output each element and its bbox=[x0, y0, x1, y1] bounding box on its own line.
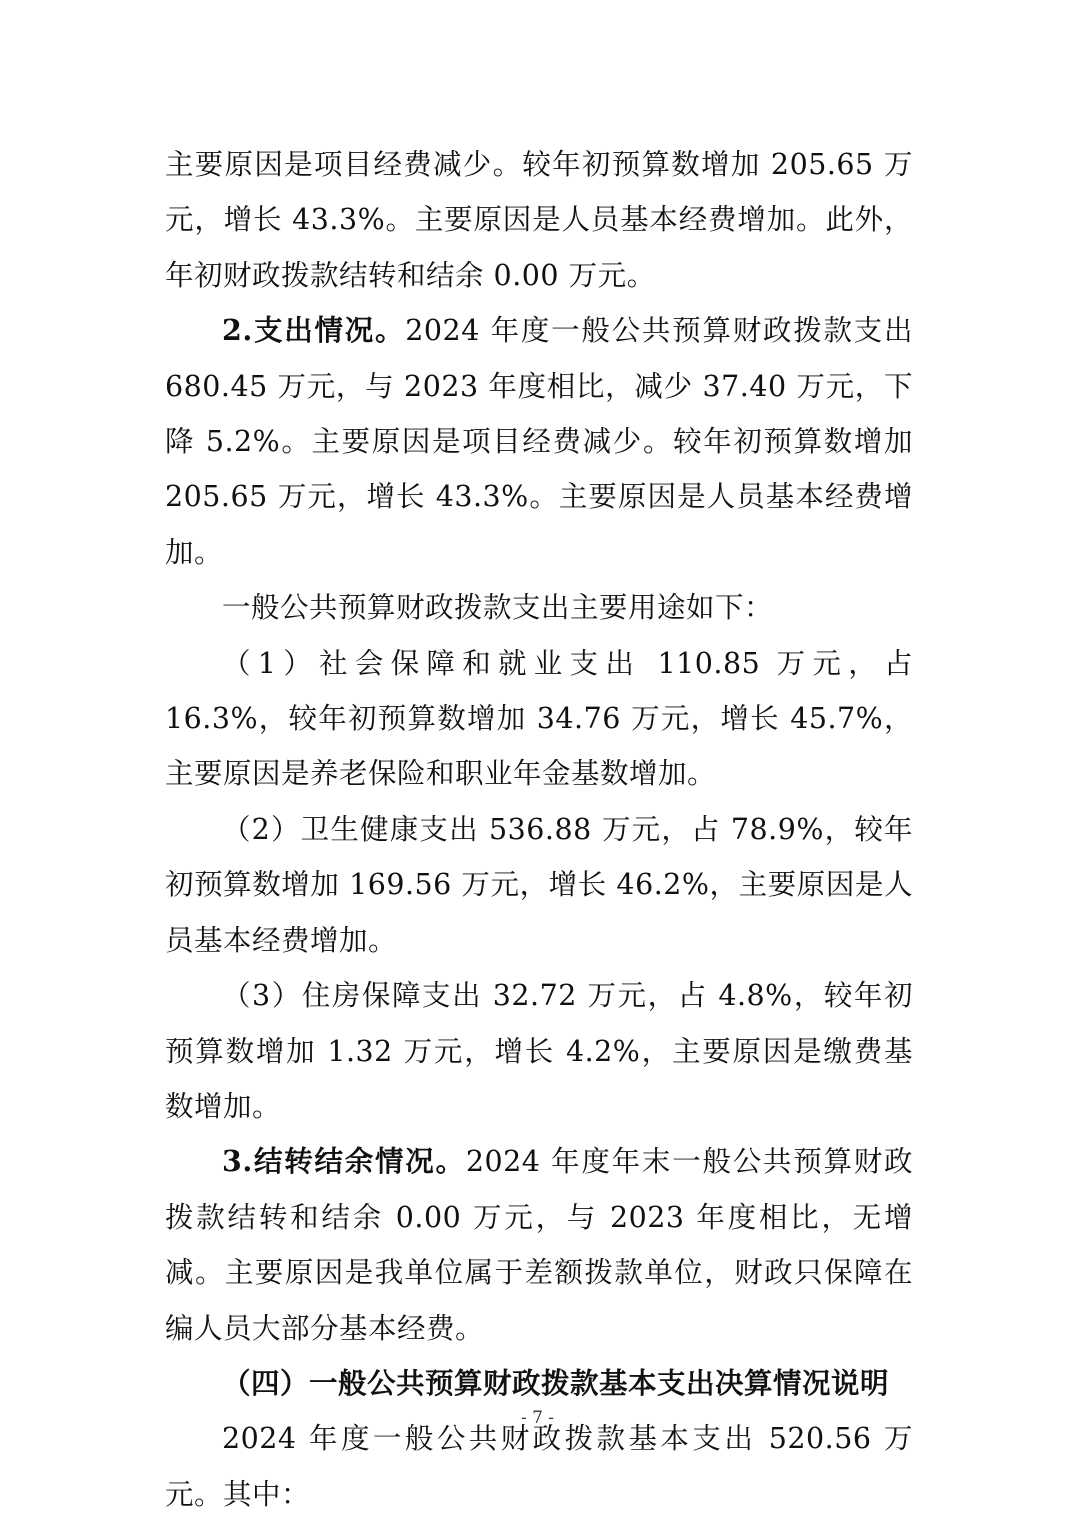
paragraph-social-security bbox=[165, 636, 913, 802]
paragraph-main-uses-intro bbox=[165, 580, 913, 635]
paragraph-text: 一般公共预算财政拨款支出主要用途如下： bbox=[222, 591, 774, 625]
paragraph-text: （3）住房保障支出 32.72 万元，占 4.8%，较年初预算数增加 1.32 万元，增长 4.2%，主要原因是缴费基数增加。 bbox=[165, 979, 913, 1123]
document-body bbox=[165, 137, 913, 1522]
paragraph-text: 2024 年度年末一般公共预算财政拨款结转和结余 0.00 万元，与 2023 年度相比，无增减。主要原因是我单位属于差额拨款单位，财政只保障在编人员大部分基本经费。 bbox=[165, 1145, 913, 1345]
paragraph-text: 主要原因是项目经费减少。较年初预算数增加 205.65 万元，增长 43.3%。主要原因是人员基本经费增加。此外，年初财政拨款结转和结余 0.00 万元。 bbox=[165, 148, 913, 292]
paragraph-text: 2024 年度一般公共财政拨款基本支出 520.56 万元。其中： bbox=[165, 1422, 913, 1511]
section-lead-carryover: 3.结转结余情况。 bbox=[222, 1144, 466, 1179]
paragraph-text: （2）卫生健康支出 536.88 万元，占 78.9%，较年初预算数增加 169.56 万元，增长 46.2%，主要原因是人员基本经费增加。 bbox=[165, 812, 913, 957]
paragraph-health bbox=[165, 802, 913, 968]
paragraph-text: （1）社会保障和就业支出 110.85 万元，占 16.3%，较年初预算数增加 34.76 万元，增长 45.7%，主要原因是养老保险和职业年金基数增加。 bbox=[165, 646, 913, 791]
section-lead-expenditure: 2.支出情况。 bbox=[222, 313, 406, 348]
section-heading-basic-expenditure: （四）一般公共预算财政拨款基本支出决算情况说明 bbox=[222, 1365, 890, 1400]
page-number: - 7 - bbox=[520, 1408, 555, 1428]
paragraph-expenditure bbox=[165, 303, 913, 580]
paragraph-income-continuation bbox=[165, 137, 913, 303]
paragraph-housing bbox=[165, 968, 913, 1134]
paragraph-text: 2024 年度一般公共预算财政拨款支出 680.45 万元，与 2023 年度相比，减少 37.40 万元，下降 5.2%。主要原因是项目经费减少。较年初预算数增加 205.65 万元，增长 43.3%。主要原因是人员基本经费增加。 bbox=[165, 314, 913, 569]
paragraph-carryover bbox=[165, 1134, 913, 1356]
